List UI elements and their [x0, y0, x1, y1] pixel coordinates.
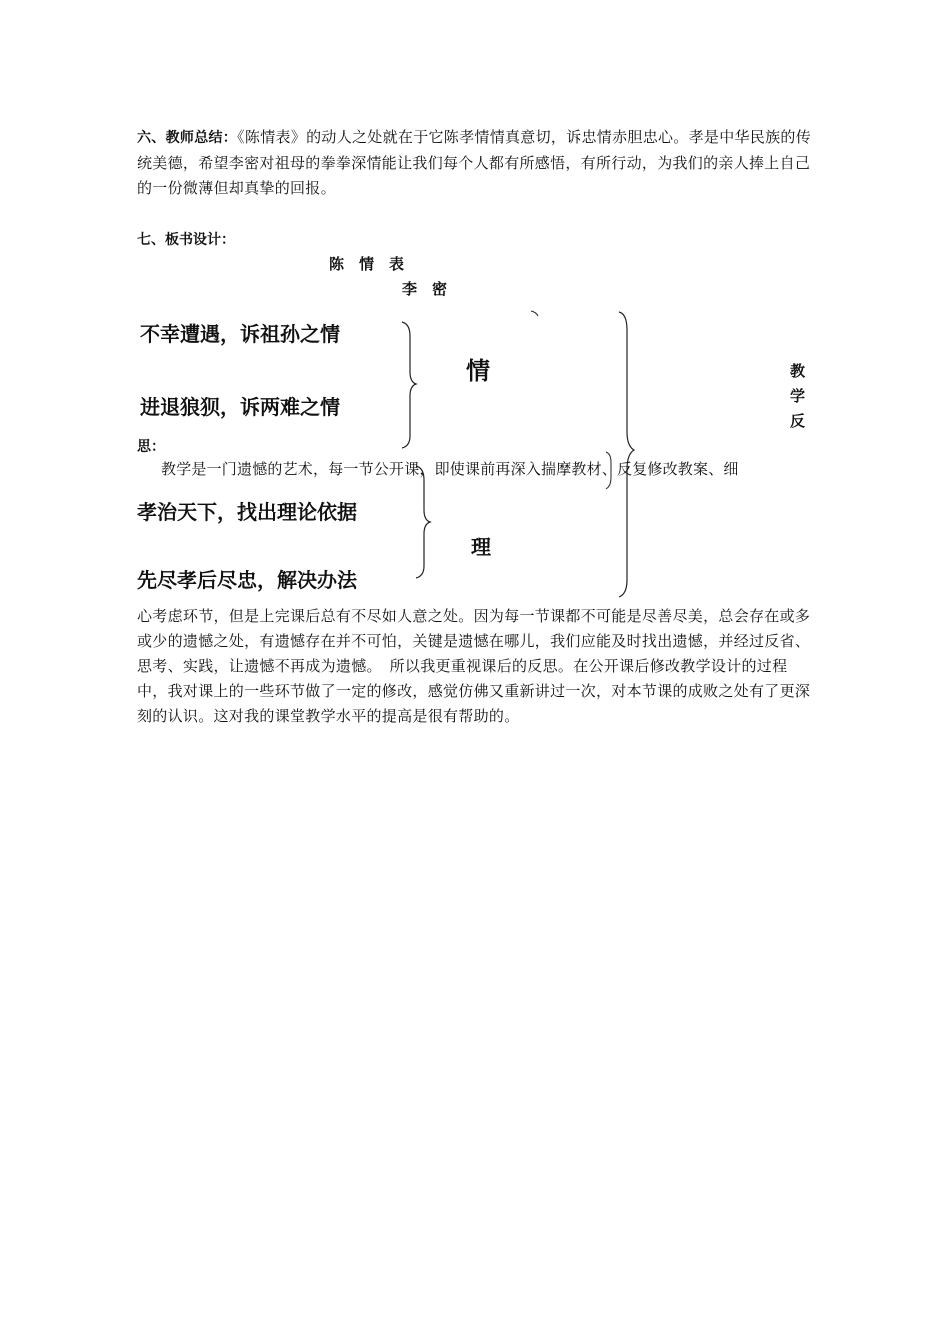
board-design-heading: 七、板书设计： [137, 232, 235, 248]
board-author: 李 密 [402, 280, 448, 298]
board-qing: 情 [466, 357, 490, 385]
reflection-tail: 思： [137, 439, 165, 455]
reflection-vertical-3: 反 [790, 412, 806, 430]
reflection-continuation: 心考虑环节，但是上完课后总有不尽如人意之处。因为每一节课都不可能是尽善尽美，总会存在或多或少的遗憾之处，有遗憾存在并不可怕，关键是遗憾在哪儿，我们应能及时找出遗憾，并经过反省、思考、实践，让遗憾不再成为遗憾。 所以我更重视课后的反思。在公开课后修改教学设计的过程中，我对课上的一些环节做了一定的修改，感觉仿佛又重新讲过一次，对本节课的成败之处有了更深刻的认识。这对我的课堂教学水平的提高是很有帮助的。 [137, 607, 811, 725]
teacher-summary-text: 《陈情表》的动人之处就在于它陈孝情情真意切，诉忠情赤胆忠心。孝是中华民族的传统美德，希望李密对祖母的拳拳深情能让我们每个人都有所感悟，有所行动，为我们的亲人捧上自己的一份微薄但却真挚的回报。 [137, 128, 812, 197]
board-line-3: 孝治天下，找出理论依据 [137, 500, 357, 524]
reflection-first-line: 教学是一门遗憾的艺术，每一节公开课，即使课前再深入揣摩教材、反复修改教案、细 [161, 460, 739, 478]
reflection-vertical-1: 教 [790, 362, 806, 380]
board-title: 陈 情 表 [329, 255, 405, 273]
board-line-2: 进退狼狈，诉两难之情 [140, 395, 340, 419]
board-line-4: 先尽孝后尽忠，解决办法 [137, 568, 357, 592]
reflection-vertical-2: 学 [790, 387, 806, 405]
teacher-summary-heading: 六、教师总结： [137, 130, 238, 146]
board-line-1: 不幸遭遇，诉祖孙之情 [140, 322, 340, 346]
board-li: 理 [471, 535, 491, 559]
